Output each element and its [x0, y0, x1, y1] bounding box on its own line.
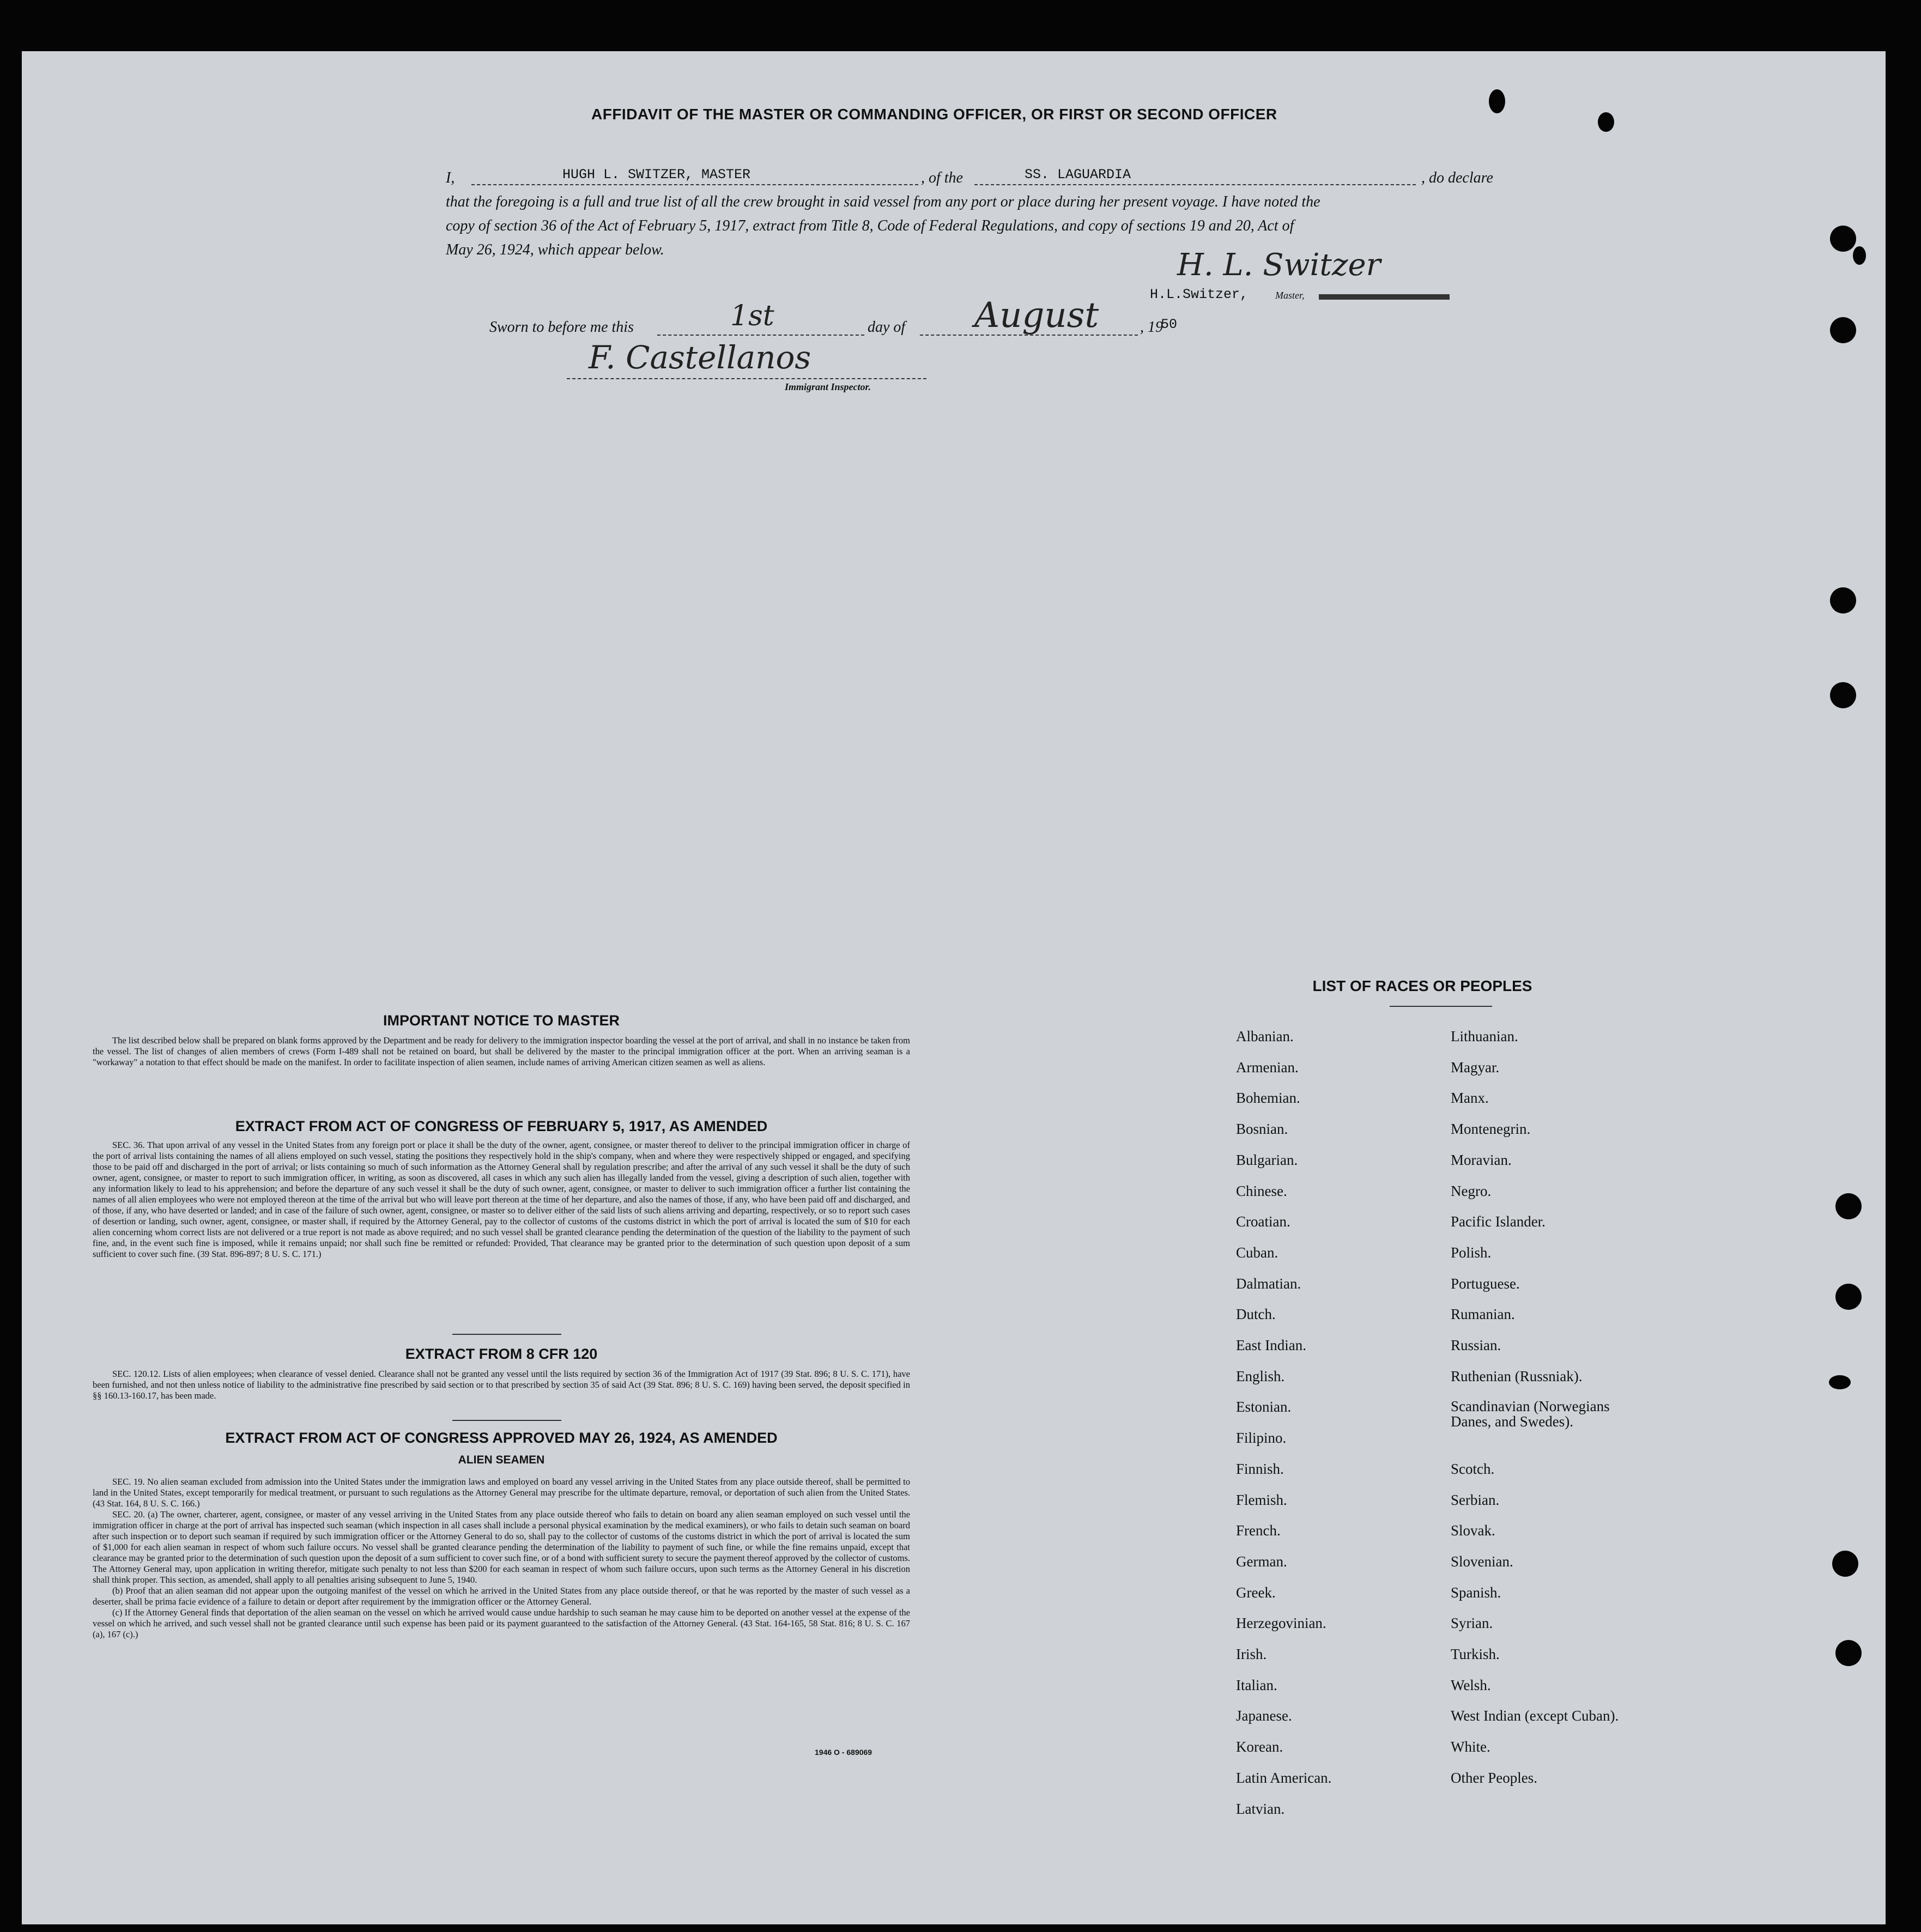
- extract-1924-subheading: ALIEN SEAMEN: [458, 1454, 545, 1466]
- day-of-label: day of: [868, 319, 906, 336]
- race-item: Polish.: [1451, 1244, 1492, 1261]
- race-item: Armenian.: [1236, 1059, 1299, 1076]
- year-suffix: 50: [1161, 317, 1178, 332]
- binder-hole: [1832, 1551, 1858, 1577]
- do-declare-label: , do declare: [1421, 169, 1493, 186]
- extract-1924-sec20b: (b) Proof that an alien seaman did not appear upon the outgoing manifest of the vessel on which he arrived in the United States from any place outside thereof, or that he was reported by the master of such vessel as a deserter, shall be prima facie evidence of a failure to detain or deport after requirement by the immigration officer or the Attorney General.: [93, 1585, 910, 1607]
- vessel-name: SS. LAGUARDIA: [1025, 167, 1131, 183]
- race-item: Turkish.: [1451, 1646, 1500, 1662]
- binder-hole: [1835, 1284, 1862, 1310]
- notice-body: [93, 1035, 910, 1068]
- race-item: Portuguese.: [1451, 1275, 1520, 1292]
- print-code: 1946 O - 689069: [815, 1748, 872, 1757]
- race-item: Greek.: [1236, 1584, 1276, 1601]
- race-item: Montenegrin.: [1451, 1121, 1531, 1138]
- race-item: Welsh.: [1451, 1676, 1491, 1693]
- sworn-month: August: [974, 295, 1099, 336]
- extract-cfr-text: SEC. 120.12. Lists of alien employees; when clearance of vessel denied. Clearance shall not be granted any vessel until the lists required by section 36 of the Immigration Act of 1917 (39 Stat. 896; 8 U. S. C. 171), have been furnished, and not then unless notice of liability to the administrative fine prescribed by said section or to that prescribed by section 35 of said Act (39 Stat. 896; 8 U. S. C. 169) having been served, the deposit specified in §§ 160.13-160.17, has been made.: [93, 1369, 910, 1401]
- binder-hole: [1830, 682, 1856, 708]
- day-line: [657, 335, 864, 336]
- race-item: Italian.: [1236, 1676, 1277, 1693]
- race-item: Bulgarian.: [1236, 1151, 1298, 1168]
- extract-1924-body: [93, 1477, 910, 1640]
- race-item: Latvian.: [1236, 1800, 1285, 1817]
- race-item: German.: [1236, 1553, 1287, 1570]
- race-item: Magyar.: [1451, 1059, 1500, 1076]
- extract-1924-sec19: SEC. 19. No alien seaman excluded from admission into the United States under the immigration laws and employed on board any vessel arriving in the United States from any place outside thereof, shall be permitted to land in the United States, except temporarily for medical treatment, or pursuant to such regulations as the Attorney General may prescribe for the ultimate departure, removal, or deportation of such alien from the United States. (43 Stat. 164, 8 U. S. C. 166.): [93, 1477, 910, 1509]
- ink-speck: [1598, 112, 1614, 132]
- race-item: Albanian.: [1236, 1028, 1294, 1044]
- master-typed-name: H.L.Switzer,: [1150, 287, 1249, 302]
- declaration-line-1: that the foregoing is a full and true list of all the crew brought in said vessel from any port or place during her present voyage. I have noted the: [446, 193, 1320, 210]
- race-item: Finnish.: [1236, 1460, 1284, 1477]
- ink-speck: [1853, 246, 1866, 265]
- document-page: [22, 51, 1886, 1924]
- race-item: Cuban.: [1236, 1244, 1278, 1261]
- race-item: Spanish.: [1451, 1584, 1501, 1601]
- race-item: Korean.: [1236, 1739, 1283, 1755]
- of-the-label: , of the: [921, 169, 963, 186]
- extract-1917-heading: EXTRACT FROM ACT OF CONGRESS OF FEBRUARY 5, 1917, AS AMENDED: [235, 1118, 768, 1134]
- year-prefix: , 19: [1140, 319, 1163, 336]
- master-name-line: [471, 184, 918, 185]
- sworn-label: Sworn to before me this: [489, 319, 634, 336]
- extract-1924-sec20c: (c) If the Attorney General finds that deportation of the alien seaman on the vessel on which he arrived would cause undue hardship to such seaman he may cause him to be deported on another vessel at the expense of the vessel on which he arrived, and such vessel shall not be granted clearance until such expense has been paid or its payment guaranteed to the satisfaction of the Attorney General. (43 Stat. 164-165, 58 Stat. 816; 8 U. S. C. 167 (a), 167 (c).): [93, 1607, 910, 1639]
- race-item: Syrian.: [1451, 1615, 1493, 1632]
- binder-hole: [1835, 1640, 1862, 1666]
- race-item: West Indian (except Cuban).: [1451, 1708, 1619, 1724]
- binder-hole: [1829, 1375, 1851, 1389]
- struck-through-text: [1319, 294, 1450, 300]
- divider: [452, 1334, 561, 1335]
- race-item: French.: [1236, 1522, 1281, 1539]
- notice-heading: IMPORTANT NOTICE TO MASTER: [383, 1012, 620, 1029]
- race-item: Manx.: [1451, 1090, 1489, 1107]
- race-item: Negro.: [1451, 1182, 1492, 1199]
- race-item: Chinese.: [1236, 1182, 1287, 1199]
- race-item: Scandinavian (Norwegians Danes, and Swedes).: [1451, 1398, 1610, 1430]
- race-item: Bohemian.: [1236, 1090, 1300, 1107]
- extract-cfr-body: [93, 1369, 910, 1401]
- race-item: Scotch.: [1451, 1460, 1495, 1477]
- binder-hole: [1830, 317, 1856, 343]
- vessel-name-line: [974, 184, 1416, 185]
- inspector-line: [567, 378, 926, 379]
- race-item: Filipino.: [1236, 1430, 1287, 1447]
- divider: [1390, 1006, 1492, 1007]
- declaration-line-3: May 26, 1924, which appear below.: [446, 241, 664, 258]
- race-item: Rumanian.: [1451, 1306, 1515, 1323]
- ink-speck: [1489, 89, 1505, 113]
- extract-1917-text: SEC. 36. That upon arrival of any vessel in the United States from any foreign port or place it shall be the duty of the owner, agent, consignee, or master thereof to deliver to the principal immigration officer in charge of the port of arrival lists containing the names of all aliens employed on such vessel, stating the positions they respectively hold in the ship's company, when and where they were respectively shipped or engaged, and specifying those to be paid off and discharged in the port of arrival; or lists containing so much of such information as the Attorney General shall by regulation prescribe; and after the arrival of any such vessel it shall be the duty of such owner, agent, consignee, or master to report to such immigration officer, in writing, as soon as discovered, all cases in which any such alien has illegally landed from the vessel, giving a description of such alien, together with any information likely to lead to his apprehension; and before the departure of any such vessel it shall be the duty of such owner, agent, consignee, or master to deliver to such immigration officer a further list containing the names of all alien employees who were not employed thereon at the time of the arrival but who will leave port thereon at the time of her departure, and also the names of those, if any, who have been paid off and discharged, and of those, if any, who have deserted or landed; and in case of the failure of such owner, agent, consignee, or master so to deliver either of the said lists of such aliens arriving and departing, respectively, or so to report such cases of desertion or landing, such owner, agent, consignee, or master shall, if required by the Attorney General, pay to the collector of customs of the customs district in which the port of arrival is located the sum of $10 for each alien concerning whom correct lists are not delivered or a true report is not made as above required; and no such vessel shall be granted clearance pending the determination of the question of the liability to the payment of such fine, and, in the event such fine is imposed, while it remains unpaid; nor shall such fine be remitted or refunded: Provided, That clearance may be granted prior to the determination of such question upon deposit of a sum sufficient to cover such fine. (39 Stat. 896-897; 8 U. S. C. 171.): [93, 1140, 910, 1259]
- race-item: Slovenian.: [1451, 1553, 1513, 1570]
- sworn-day: 1st: [730, 300, 774, 332]
- race-item: Lithuanian.: [1451, 1028, 1518, 1044]
- race-item: Latin American.: [1236, 1769, 1332, 1786]
- race-item: Ruthenian (Russniak).: [1451, 1368, 1583, 1384]
- race-item: Slovak.: [1451, 1522, 1495, 1539]
- extract-cfr-heading: EXTRACT FROM 8 CFR 120: [405, 1346, 598, 1362]
- race-item: Estonian.: [1236, 1399, 1292, 1415]
- race-item: Pacific Islander.: [1451, 1213, 1546, 1230]
- race-item: English.: [1236, 1368, 1285, 1384]
- race-item: Herzegovinian.: [1236, 1615, 1326, 1632]
- binder-hole: [1830, 226, 1856, 252]
- notice-text: The list described below shall be prepared on blank forms approved by the Department and be ready for delivery to the immigration inspector boarding the vessel at the port of arrival, and shall in no instance be taken from the vessel. The list of changes of alien members of crews (Form I-489 shall not be retained on board, but shall be delivered by the master to the principal immigration officer at the port. When an arriving seaman is a "workaway" a notation to that effect should be made on the manifest. In order to facilitate inspection of alien seamen, include names of arriving American citizen seamen as well as aliens.: [93, 1035, 910, 1067]
- divider: [452, 1420, 561, 1421]
- race-item: East Indian.: [1236, 1337, 1306, 1353]
- inspector-signature: F. Castellanos: [589, 339, 811, 376]
- extract-1924-heading: EXTRACT FROM ACT OF CONGRESS APPROVED MAY 26, 1924, AS AMENDED: [225, 1430, 778, 1446]
- race-item: Russian.: [1451, 1337, 1501, 1353]
- master-name: HUGH L. SWITZER, MASTER: [562, 167, 751, 183]
- race-item: Dalmatian.: [1236, 1275, 1301, 1292]
- race-item: Bosnian.: [1236, 1121, 1288, 1138]
- race-item: Croatian.: [1236, 1213, 1290, 1230]
- declaration-line-2: copy of section 36 of the Act of February 5, 1917, extract from Title 8, Code of Federal Regulations, and copy of sections 19 and 20, Act of: [446, 217, 1294, 234]
- race-item: Irish.: [1236, 1646, 1267, 1662]
- binder-hole: [1830, 587, 1856, 613]
- affidavit-i-label: I,: [446, 169, 455, 186]
- race-item: Other Peoples.: [1451, 1769, 1537, 1786]
- races-heading: LIST OF RACES OR PEOPLES: [1312, 977, 1532, 994]
- master-title-label: Master,: [1275, 290, 1305, 301]
- race-item: Flemish.: [1236, 1491, 1287, 1508]
- race-item: Dutch.: [1236, 1306, 1276, 1323]
- binder-hole: [1835, 1193, 1862, 1219]
- extract-1924-sec20a: SEC. 20. (a) The owner, charterer, agent, consignee, or master of any vessel arriving in the United States from any place outside thereof who fails to detain on board any alien seaman employed on such vessel until the immigration officer in charge at the port of arrival has inspected such seaman (which inspection in all cases shall include a personal physical examination by the medical examiners), or who fails to detain such seaman on board after such inspection or to deport such seaman if required by such immigration officer or the Attorney General to do so, shall pay to the collector of customs of the customs district in which the port of arrival is located the sum of $1,000 for each alien seaman in respect of whom such failure occurs. No vessel shall be granted clearance pending the determination of the liability to payment of such fine, or while the fine remains unpaid, except that clearance may be granted prior to the determination of such question upon the deposit of a sum sufficient to cover such fine, or of a bond with sufficient surety to secure the payment thereof approved by the collector of customs. The Attorney General may, upon application in writing therefor, mitigate such penalty to not less than $200 for each seaman in respect of whom such failure occurs, upon such terms as the Attorney General in his discretion shall think proper. This section, as amended, shall apply to all penalties arising subsequent to June 5, 1940.: [93, 1509, 910, 1585]
- extract-1917-body: [93, 1140, 910, 1260]
- race-item: White.: [1451, 1739, 1490, 1755]
- master-signature: H. L. Switzer: [1177, 247, 1381, 283]
- race-item: Moravian.: [1451, 1151, 1512, 1168]
- race-item: Serbian.: [1451, 1491, 1500, 1508]
- race-item: Japanese.: [1236, 1708, 1292, 1724]
- inspector-label: Immigrant Inspector.: [785, 381, 871, 392]
- affidavit-title: AFFIDAVIT OF THE MASTER OR COMMANDING OFFICER, OR FIRST OR SECOND OFFICER: [591, 106, 1277, 123]
